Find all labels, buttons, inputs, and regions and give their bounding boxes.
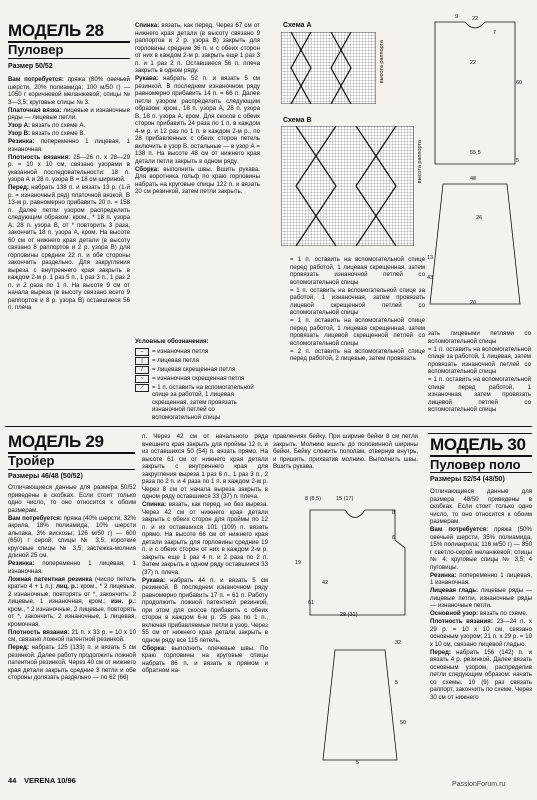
legend-item: – = изнаночная петля	[135, 348, 260, 356]
paragraph: Резинка: попеременно 1 лицевая, 1 изнаночная.	[8, 138, 130, 153]
paragraph: Вам потребуется: пряжа (50% овечьей шерсти, 35% полиамида, 15% полиакрила; 116 м/50 г) — 850 г светло-серой меланжевой; спицы № 4; круговые спицы № 3,5; 4 пуговицы.	[430, 526, 532, 571]
divider	[8, 58, 130, 59]
model-28-column-5	[428, 330, 531, 422]
legend-item: ~ = изнаночная скрещенная петля	[135, 375, 260, 383]
rapport-label: высота раппорта	[379, 40, 385, 84]
model-29-subtitle: Тройер	[8, 453, 55, 468]
paragraph: Вам потребуется: пряжа (40% шерсти, 32% акрила, 18% полиамида, 10% шерсти альпака, 3% вискозы; 126 м/50 г) — 600 (650) г серой; спицы № 3,5; короткие круговые спицы № 3,5; застежка-молния длиной 25 см.	[8, 514, 136, 559]
crossed-purl-icon: ~	[135, 375, 149, 383]
paragraph: Плотность вязания: 21 п. х 33 р. = 10 х 10 см, связано ложной патентной резинкой.	[8, 628, 136, 643]
model-29-sizes: Размеры 46/48 (50/52)	[8, 473, 83, 480]
paragraph: Резинка: попеременно 1 лицевая, 1 изнаночная.	[8, 560, 136, 575]
magazine-name: VERENA 10/96	[24, 776, 76, 785]
paragraph: Узор А: вязать по схеме А.	[8, 122, 86, 129]
paragraph: = 1 п. оставить на вспомогательной спице перед работой, 1 изнаночная, затем провязать лицевой петлей со вспомогательной спицы	[428, 376, 531, 413]
model-29-column-3	[273, 433, 418, 487]
paragraph: Перед: набрать 156 (142) п. и вязать 4 р. резинкой. Далее вязать основным узором, распределив петли следующим образом: начать со схемы, 10 (9) раз связать раппорт, закончить по схеме. Через 30 см от нижнего	[430, 648, 532, 701]
page-number: 44	[8, 776, 17, 785]
legend-item: | = лицевая петля	[135, 357, 260, 365]
rapport-label: высота раппорта	[417, 140, 423, 184]
dimension-label: 7	[493, 30, 497, 36]
model-30-sizes: Размеры 52/54 (48/50)	[430, 476, 505, 483]
dimension-label: 5	[516, 158, 520, 164]
model-30-subtitle: Пуловер поло	[430, 457, 521, 472]
dimension-label: 60	[516, 80, 523, 86]
model-28-column-1	[8, 76, 130, 418]
schema-b-label: Схема В	[283, 117, 312, 124]
paragraph: Спинка: вязать, как перед, но без выреза. Через 42 см от нижнего края детали закрыть с обеих сторон для проймы по 12 п. и из оставшихся 101 (109) п. вязать прямо. На высоте 66 см от нижнего края детали закрыть для горловины средние 19 п. и с обеих сторон от них в каждом 2-м р. закрыть еще 1 раз 4 п. и 2 раза по 2 п. Затем закрыть в одном ряду оставшиеся 33 (37) п. плеча.	[142, 501, 268, 576]
paragraph: Платочная вязка: лицевые и изнаночные ряды — лицевые петли.	[8, 106, 130, 121]
model-28-sizes: Размер 50/52	[8, 63, 53, 70]
dimension-label: 19	[295, 560, 302, 566]
schema-b-chart	[281, 126, 414, 246]
paragraph: Узор В: вязать по схеме В.	[8, 130, 86, 137]
dimension-label: 6	[392, 535, 396, 541]
paragraph: Лицевая гладь: лицевые ряды — лицевые петли, изнаночные ряды — изнаночные петли.	[430, 587, 532, 609]
legend-item: / = лицевая скрещенная петля	[135, 366, 260, 374]
dimension-label: 48	[470, 176, 477, 182]
dimension-label: 8	[392, 510, 396, 516]
paragraph: Отличающиеся данные для размера 50/52 приведены в скобках. Если стоит только одно число, то оно относится к обоим размерам.	[8, 484, 136, 514]
paragraph: зать лицевыми петлями со вспомогательной спицы	[428, 330, 531, 345]
paragraph: Ложная патентная резинка (число петель кратно 4 + 1 п.): лиц. р.: кром., * 2 лицевые, 2 изнаночные, повторять от *, закончить: 2 лицевые, 1 изнаночная, кром.; изн. р.: кром., * 2 изнаночные, 2 лицевые, повторять от *, закончить: 2 изнаночные, 1 лицевая, кромочная.	[8, 575, 136, 628]
schema-a-chart	[281, 32, 376, 104]
knit-stitch-icon: |	[135, 357, 149, 365]
model-28-pattern-diagram	[425, 14, 530, 324]
schema-a-label: Схема А	[283, 22, 312, 29]
model-30-column-1	[430, 488, 532, 772]
watermark: PassionForum.ru	[452, 781, 506, 788]
dimension-label: 32	[395, 640, 402, 646]
paragraph: Резинка: попеременно 1 лицевая, 1 изнаночная.	[430, 571, 532, 586]
dimension-label: 20	[470, 300, 477, 306]
paragraph: = 1 п. оставить на вспомогательной спице перед работой, 1 лицевая скрещенная, затем провязать лицевой скрещенной петлей со вспомогательной спицы	[290, 317, 425, 347]
dimension-label: 8 (8,5)	[305, 496, 321, 502]
divider	[428, 433, 532, 434]
dimension-label: 22	[470, 60, 477, 66]
paragraph: п. Через 42 см от начального ряда внешнего края закрыть для проймы 12 п. и из оставшихся 50 (54) п. вязать прямо. На высоте 61 см от нижнего края детали закрыть с внутреннего края для закругления выреза 1 раз 6 п., 1 раз 3 п., 2 раза по 2 п. и 4 раза по 1 п. в каждом 2-м р. Через 8 см от начала выреза закрыть в одном ряду оставшиеся 33 (37) п. плеча.	[142, 433, 268, 500]
legend-item: ⟋ = 1 п. оставить на вспомогательной спице за работой, 1 лицевая скрещенная, затем провязать изнаночной петлей со вспомогательной спицы	[135, 384, 260, 422]
model-28-title: МОДЕЛЬ 28	[8, 21, 104, 40]
model-29-pattern-diagram	[275, 490, 425, 775]
dimension-label: 26	[476, 215, 483, 221]
paragraph: = 1 п. оставить на вспомогательной спице за работой, 1 лицевая, затем провязать изнаночной петлей со вспомогательной спицы	[428, 345, 531, 375]
dimension-label: 22	[472, 16, 479, 22]
dimension-label: 61	[308, 600, 315, 606]
dimension-label: 29 (31)	[340, 612, 358, 618]
paragraph: Вам потребуется: пряжа (80% овечьей шерсти, 20% полиамида; 100 м/50 г) — 1050 г коричневой меланжевой; спицы № 3—3,5; круговые спицы № 3.	[8, 76, 130, 106]
divider	[430, 472, 532, 473]
legend-title: Условные обозначения:	[135, 338, 209, 345]
paragraph: Сборка: выполнить швы. Вшить рукава. Для воротника гольф по краю горловины набрать на круговые спицы 122 п. и вязать 20 см резинкой, затем петли закрыть.	[135, 165, 260, 195]
model-29-column-2	[142, 433, 268, 772]
model-29-title: МОДЕЛЬ 29	[8, 432, 104, 451]
paragraph: Рукава: набрать 44 п. и вязать 5 см резинкой. В последнем изнаночном ряду равномерно прибавить 17 п. = 61 п. Работу продолжить ложной патентной резинкой, при этом для скосов прибавить с обеих сторон в каждом 6-м р. 25 раз по 1 п., включая прибавляемые петли в узор. Через 55 см от нижнего края детали закрыть в одном ряду все 115 петель.	[142, 576, 268, 644]
paragraph: Основной узор: вязать по схеме.	[430, 610, 528, 617]
divider	[8, 469, 135, 470]
paragraph: Плотность вязания: 23—24 п. х 29 р. = 10 х 10 см, связано основным узором; 21 п. х 29 р. = 10 х 10 см, связано лицевой гладью.	[430, 618, 532, 648]
paragraph: = 1 п. оставить на вспомогательной спице перед работой, 1 лицевая скрещенная, затем провязать изнаночной петлей со вспомогательной спицы	[290, 256, 425, 286]
cable-right-icon: ⟋	[135, 384, 149, 392]
paragraph: Отличающиеся данные для размера 48/50 приведены в скобках. Если стоит только одно число, то оно относится к обоим размерам.	[430, 488, 532, 525]
model-29-column-1	[8, 484, 136, 772]
model-28-column-2	[135, 22, 260, 338]
dimension-label: 42	[322, 580, 329, 586]
dimension-label: 55,5	[470, 150, 481, 156]
dimension-label: 43	[427, 275, 434, 281]
model-28-column-4	[290, 256, 425, 422]
dimension-label: 13	[427, 255, 434, 261]
dimension-label: 9	[455, 14, 459, 20]
paragraph: Перед: набрать 138 п. и вязать 13 р. (1-й р. = изнаночный ряд) платочной вязкой. В 13-м р. равномерно прибавить 20 п. = 158 п. Далее петли узором распределить следующим образом: кром., * 18 п. узора А, 28 п. узора В, от * повторить 3 раза, закончить 18 п. узора А, кром. На высоте 60 см от нижнего края детали (в высоту связано 8 раппортов и 2 р. узора В) для горловины средние 22 п. и обе стороны закончить раздельно. Для закругления выреза с внутреннего края закрыть в каждом 2-м р. 1 раз 5 п., 1 раз 3 п., 1 раз 2 п. и 2 раза по 1 п. На высоте 9 см от начала выреза (в высоту связано всего 9 раппортов и 8 р. узора В) оставшиеся 56 п. плеча	[8, 184, 130, 311]
paragraph: Рукава: набрать 52 п. и вязать 5 см резинкой. В последнем изнаночном ряду равномерно прибавить 14 п. = 66 п. Далее петли узором распределить следующим образом: кром., 18 п. узора А, 28 п. узора В, 18 п. узора А, кром. Для скосов с обеих сторон прибавить 24 раза по 1 п. в каждом 4-м р. и 12 раз по 1 п. в каждом 2-м р., по 28 прибавленных с обеих сторон петель включить в узор В, остальные — в узор А = 138 п. На высоте 48 см от нижнего края детали петли закрыть в одном ряду.	[135, 75, 260, 165]
model-28-legend	[135, 338, 260, 422]
dimension-label: 15 (17)	[336, 496, 354, 502]
model-30-title: МОДЕЛЬ 30	[430, 435, 526, 454]
dimension-label: 5	[395, 680, 399, 686]
section-divider	[5, 426, 532, 427]
paragraph: Перед: набрать 125 (133) п. и вязать 5 см резинкой. Далее работу продолжить ложной патентной резинкой. Через 40 см от нижнего края детали закрыть средние 3 петли и обе стороны долязать раздельно — по 62 (66)	[8, 644, 136, 681]
paragraph: Спинка: вязать, как перед. Через 67 см от нижнего края детали (в высоту связано 9 раппортов и 2 р. узора В) закрыть для горловины средние 36 п. и с обеих сторон от них в каждом 2-м р. закрыть еще 1 раз 3 п. и 1 раз 2 п. Оставшиеся 56 п. плеча закрыть в одном ряду.	[135, 22, 260, 74]
paragraph: правлениях бейку. При ширине бейки 8 см петли закрыть. Молнию вшить до половинной ширины бейки. Бейку сложить пополам, отвернув внутрь, и пришить, прихватив молнию. Выполнить швы. Вшить рукава.	[273, 433, 418, 470]
model-28-subtitle: Пуловер	[8, 42, 64, 57]
paragraph: Плотность вязания: 25—26 п. х 28—29 р. = 10 х 10 см, связано узорами в указанной последовательности: 18 п. узора А и 28 п. узора В = 18 см шириной.	[8, 153, 130, 183]
dimension-label: 50	[400, 720, 407, 726]
purl-stitch-icon: –	[135, 348, 149, 356]
crossed-knit-icon: /	[135, 366, 149, 374]
paragraph: Сборка: выполнить плечевые швы. По краю горловины на круговые спицы набрать 86 п. и вязать в прямом и обратном на-	[142, 644, 268, 674]
paragraph: = 2 п. оставить на вспомогательной спице перед работой, 2 лицевые, затем провязать	[290, 347, 425, 362]
dimension-label: 5	[356, 760, 360, 766]
paragraph: = 1 п. оставить на вспомогательной спице за работой, 1 изнаночная, затем провязать лицевой скрещенной петлей со вспомогательной спицы	[290, 286, 425, 316]
